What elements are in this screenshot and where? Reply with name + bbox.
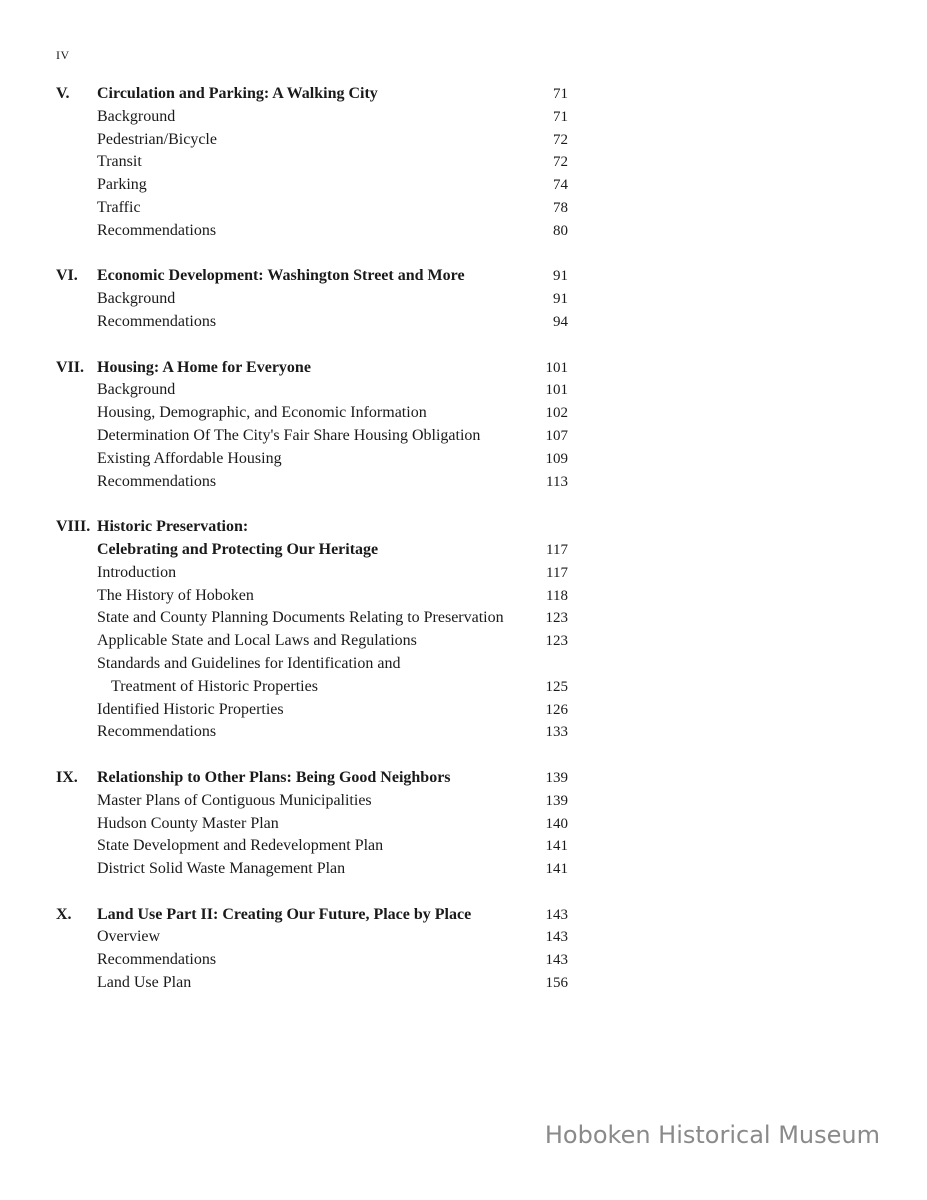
- entry-label: Recommendations: [97, 221, 217, 239]
- toc-entry[interactable]: [56, 926, 568, 949]
- section-title: Circulation and Parking: A Walking City: [97, 85, 378, 102]
- section-page: 117: [546, 541, 568, 558]
- toc-entry[interactable]: [56, 721, 568, 744]
- section-heading[interactable]: [56, 767, 568, 790]
- entry-label-line2: Treatment of Historic Properties: [111, 677, 318, 695]
- entry-label: Recommendations: [97, 723, 217, 741]
- toc-entry[interactable]: [56, 288, 568, 311]
- section-title: Relationship to Other Plans: Being Good Neighbors: [97, 768, 451, 786]
- entry-page: 143: [545, 952, 568, 969]
- section-heading[interactable]: [56, 904, 568, 927]
- entry-page: 139: [545, 792, 568, 809]
- toc-entry[interactable]: [56, 448, 568, 471]
- toc-entry[interactable]: [56, 174, 568, 197]
- toc-entry[interactable]: [56, 311, 568, 334]
- entry-label: State and County Planning Documents Relating to Preservation: [97, 609, 504, 627]
- toc-entry[interactable]: [56, 835, 568, 858]
- section-heading[interactable]: [56, 265, 568, 288]
- section-page: 101: [545, 359, 568, 376]
- entry-label: Background: [97, 290, 176, 308]
- entry-page: 74: [553, 177, 568, 194]
- entry-page: 72: [553, 154, 568, 171]
- entry-page: 109: [545, 450, 568, 467]
- entry-label: Background: [97, 381, 176, 399]
- section-heading-continued[interactable]: [56, 539, 568, 562]
- toc-entry[interactable]: [56, 425, 568, 448]
- toc-section-vi: [56, 265, 568, 333]
- toc-entry[interactable]: [56, 151, 568, 174]
- entry-page: 123: [545, 610, 568, 627]
- entry-page: 94: [553, 313, 568, 330]
- section-numeral: IX.: [56, 768, 78, 786]
- section-title: Land Use Part II: Creating Our Future, Place by Place: [97, 905, 472, 923]
- entry-page: 125: [545, 678, 568, 695]
- section-numeral: VII.: [56, 358, 85, 376]
- entry-page: 80: [553, 222, 568, 239]
- museum-watermark: Hoboken Historical Museum: [544, 1121, 880, 1149]
- toc-entry[interactable]: [56, 949, 568, 972]
- entry-page: 141: [545, 838, 568, 855]
- toc-entry[interactable]: [56, 699, 568, 722]
- entry-label: Recommendations: [97, 951, 217, 969]
- toc-section-vii: [56, 357, 568, 494]
- entry-label: District Solid Waste Management Plan: [97, 860, 346, 878]
- toc-entry[interactable]: [56, 220, 568, 243]
- entry-page: 140: [545, 815, 568, 832]
- toc-entry[interactable]: [56, 402, 568, 425]
- entry-label: Master Plans of Contiguous Municipalities: [97, 791, 372, 809]
- section-heading[interactable]: [56, 516, 568, 539]
- section-numeral: VIII.: [56, 518, 91, 536]
- entry-page: 143: [545, 929, 568, 946]
- entry-label: Land Use Plan: [97, 974, 192, 992]
- entry-label: Overview: [97, 928, 161, 946]
- entry-label: Identified Historic Properties: [97, 700, 284, 718]
- toc-entry[interactable]: [56, 653, 568, 676]
- entry-page: 113: [546, 473, 568, 490]
- toc-entry[interactable]: [56, 972, 568, 995]
- table-of-contents: [56, 83, 568, 1018]
- section-page: 91: [553, 268, 568, 285]
- entry-label: State Development and Redevelopment Plan: [97, 837, 384, 855]
- entry-page: 156: [545, 975, 568, 992]
- toc-entry[interactable]: [56, 630, 568, 653]
- entry-label: Background: [97, 107, 176, 125]
- toc-entry[interactable]: [56, 471, 568, 494]
- section-numeral: V.: [56, 85, 70, 102]
- section-numeral: X.: [56, 905, 72, 923]
- entry-label: Existing Affordable Housing: [97, 449, 282, 467]
- entry-label: Recommendations: [97, 312, 217, 330]
- entry-page: 102: [545, 405, 568, 422]
- entry-label: The History of Hoboken: [97, 586, 254, 604]
- toc-entry[interactable]: [56, 197, 568, 220]
- entry-label: Recommendations: [97, 472, 217, 490]
- entry-page: 107: [545, 427, 568, 444]
- entry-label: Determination Of The City's Fair Share Housing Obligation: [97, 426, 481, 444]
- entry-label: Introduction: [97, 563, 177, 581]
- entry-page: 101: [545, 382, 568, 399]
- toc-entry-continued[interactable]: [56, 676, 568, 699]
- entry-page: 117: [546, 564, 568, 581]
- entry-page: 71: [553, 108, 568, 125]
- toc-entry[interactable]: [56, 813, 568, 836]
- entry-page: 141: [545, 861, 568, 878]
- entry-label: Housing, Demographic, and Economic Information: [97, 404, 427, 422]
- section-numeral: VI.: [56, 267, 78, 285]
- entry-label: Pedestrian/Bicycle: [97, 130, 217, 148]
- section-page: 143: [545, 906, 568, 923]
- section-page: 139: [545, 769, 568, 786]
- section-title: Housing: A Home for Everyone: [97, 358, 311, 376]
- toc-section-viii: [56, 516, 568, 744]
- entry-page: 91: [553, 291, 568, 308]
- entry-label: Traffic: [97, 198, 141, 216]
- section-title: Historic Preservation:: [97, 518, 249, 536]
- entry-label: Transit: [97, 153, 142, 171]
- toc-section-ix: [56, 767, 568, 881]
- entry-label: Applicable State and Local Laws and Regulations: [97, 632, 417, 650]
- toc-entry[interactable]: [56, 106, 568, 129]
- page-number: IV: [56, 48, 70, 62]
- entry-label: Hudson County Master Plan: [97, 814, 279, 832]
- section-heading[interactable]: [56, 83, 568, 106]
- entry-page: 123: [545, 633, 568, 650]
- entry-page: 126: [545, 701, 568, 718]
- toc-section-v: [56, 83, 568, 243]
- entry-page: 118: [546, 587, 568, 604]
- toc-entry[interactable]: [56, 858, 568, 881]
- entry-label: Parking: [97, 176, 147, 194]
- section-heading[interactable]: [56, 357, 568, 380]
- section-title-line2: Celebrating and Protecting Our Heritage: [97, 540, 379, 558]
- section-page: 71: [553, 86, 568, 102]
- toc-entry[interactable]: [56, 129, 568, 152]
- entry-label: Standards and Guidelines for Identification and: [97, 654, 401, 672]
- toc-section-x: [56, 904, 568, 995]
- entry-page: 72: [553, 131, 568, 148]
- toc-entry[interactable]: [56, 562, 568, 585]
- toc-entry[interactable]: [56, 585, 568, 608]
- section-title: Economic Development: Washington Street and More: [97, 267, 465, 285]
- toc-entry[interactable]: [56, 379, 568, 402]
- toc-entry[interactable]: [56, 790, 568, 813]
- entry-page: 78: [553, 199, 568, 216]
- toc-entry[interactable]: [56, 607, 568, 630]
- entry-page: 133: [545, 724, 568, 741]
